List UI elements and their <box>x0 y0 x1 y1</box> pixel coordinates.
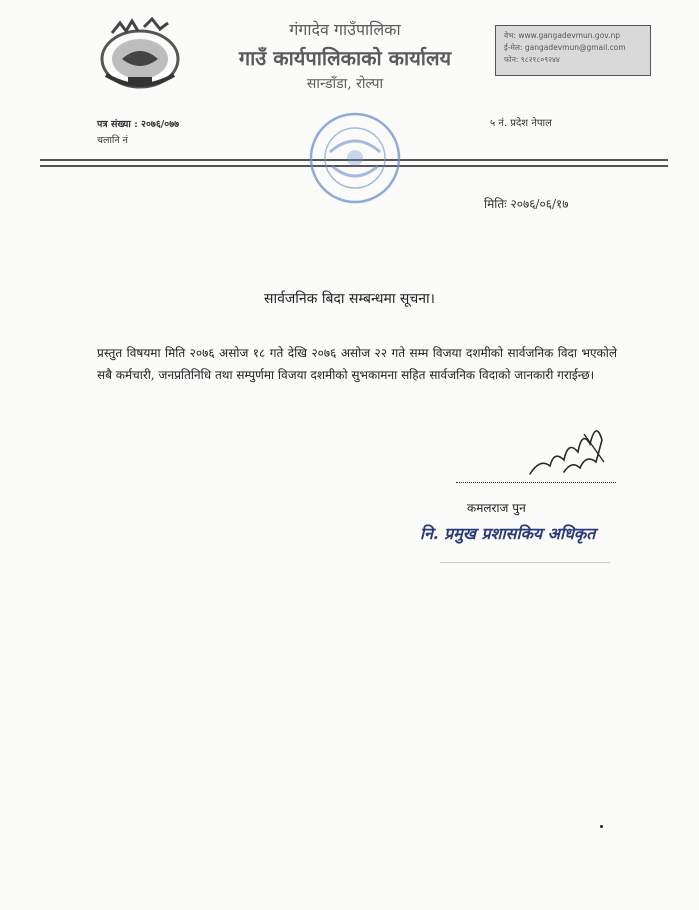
office-address: सान्डाँडा, रोल्पा <box>306 76 384 92</box>
province-label: ५ नं. प्रदेश नेपाल <box>490 118 552 129</box>
contact-email: ई-मेल: gangadevmun@gmail.com <box>504 43 626 52</box>
signature-line <box>456 482 616 483</box>
contact-phone: फोन: ९८२१८०९२४४ <box>504 55 560 64</box>
letter-date: मितिः २०७६/०६/१७ <box>484 197 569 211</box>
office-seal-stamp-icon <box>300 100 410 210</box>
office-name: गाउँ कार्यपालिकाको कार्यालय <box>238 46 452 70</box>
signatory-title: नि. प्रमुख प्रशासकिय अधिकृत <box>420 524 596 543</box>
contact-web: वेभ: www.gangadevmun.gov.np <box>504 31 621 40</box>
title-underline <box>440 562 610 563</box>
signatory-name: कमलराज पुन <box>467 501 526 515</box>
handwritten-signature <box>520 410 610 482</box>
letter-number: पत्र संख्या : २०७६/०७७ <box>97 119 180 130</box>
nepal-emblem-logo <box>92 15 188 91</box>
scan-speck <box>600 825 603 828</box>
notice-subject: सार्वजनिक बिदा सम्बन्धमा सूचना। <box>264 291 435 307</box>
notice-body: प्रस्तुत विषयमा मिति २०७६ असोज १८ गते देखि २०७६ असोज २२ गते सम्म विजया दशमीको सार्वजनिक विदा भएकोले सबै कर्मचारी, जनप्रतिनिधि तथा सम्पुर्णमा विजया दशमीको सुभकामना सहित सार्वजनिक विदाको जानकारी गराईन्छ। <box>97 346 617 382</box>
contact-box <box>495 25 651 76</box>
chalani-number: चलानि नं <box>97 135 128 146</box>
municipality-name: गंगादेव गाउँपालिका <box>289 20 401 39</box>
